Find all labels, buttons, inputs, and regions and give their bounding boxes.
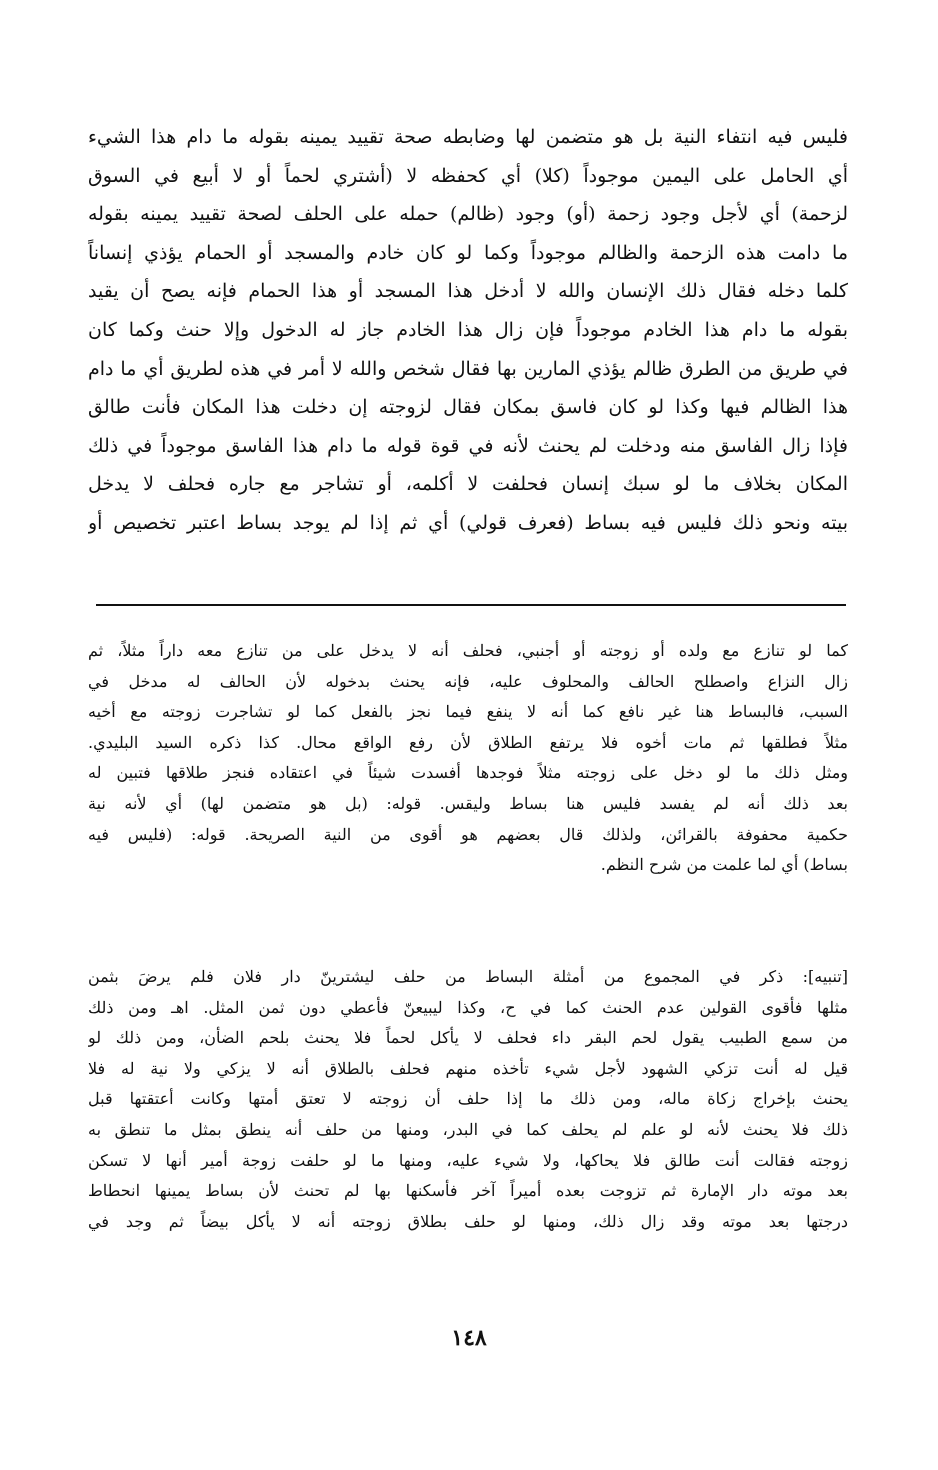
footnote-line: كما لو تنازع مع ولده أو زوجته أو أجنبي، فحلف أنه لا يدخل على من تنازع معه داراً مثلاً، ثم [88,641,848,660]
footnote-line: السبب، فالبساط هنا غير نافع كما أنه لا ينفع فيما نجز بالفعل كما لو تشاجرت زوجته مع أخيه [88,702,848,722]
footnote-line: بعد ذلك أنه لم يفسد فليس هنا بساط وليقس. قوله: (بل هو متضمن لها) أي لأنه نية [88,793,848,813]
main-text-line: لزحمة) أي لأجل وجود زحمة (أو) وجود (ظالم) حمله على الحلف لصحة تقييد يمينه بقوله [88,203,848,226]
main-text-line: أي الحامل على اليمين موجوداً (كلا) أي كحفظه لا (أشتري لحماً أو لا أبيع في السوق [88,164,848,187]
main-text-line: هذا الظالم فيها وكذا لو كان فاسق بمكان فقال لزوجته إن دخلت هذا المكان فأنت طالق [88,396,848,419]
footnote-block-2 [88,962,848,1237]
main-text-line: بيته ونحو ذلك فليس فيه بساط (فعرف قولي) أي ثم إذا لم يوجد بساط اعتبر تخصيص أو [88,511,848,534]
footnote-line: ومثل ذلك ما لو دخل على زوجته مثلاً فوجدها أفسدت شيئاً في اعتقاده فنجز طلاقها فتبين له [88,763,848,783]
footnote-line: مثلها فأقوى القولين عدم الحنث كما في ح، وكذا ليبيعنّ فأعطي دون ثمن المثل. اهـ ومن ذلك [88,997,848,1017]
main-text-block [88,118,848,543]
footnote-line: من سمع الطبيب يقول لحم البقر داء فحلف لا يأكل لحماً فلا يحنث بلحم الضأن، ومن ذلك لو [88,1028,848,1048]
footnote-line: درجتها بعد موته وقد زال ذلك، ومنها لو حلف بطلاق زوجته أنه لا يأكل بيضاً ثم وجد في [88,1211,848,1231]
footnote-line: بساط) أي لما علمت من شرح النظم. [600,855,848,875]
footnote-line: زوجته فقالت أنت طالق فلا يحاكها، ولا شيء عليه، ومنها ما لو حلفت زوجة أمير أنها لا تسكن [88,1150,848,1170]
main-text-line: فليس فيه انتفاء النية بل هو متضمن لها وضابطه صحة تقييد يمينه بقوله ما دام هذا الشيء [88,126,848,148]
footnote-line: يحنث بإخراج زكاة ماله، ومن ذلك ما إذا حلف أن زوجته لا تعتق أمتها وكانت أعتقتها قبل [88,1089,848,1109]
footnote-line: قيل له أنت تزكي الشهود لأجل شيء تأخذه منهم فحلف بالطلاق أنه لا يزكي ولا نية له فلا [88,1058,848,1078]
footnote-block-1 [88,636,848,881]
main-text-line: بقوله ما دام هذا الخادم موجوداً فإن زال هذا الخادم جاز له الدخول وإلا حنث وكما كان [88,318,848,341]
main-text-line: المكان بخلاف ما لو سبك إنسان فحلفت لا أكلمه، أو تشاجر مع جاره فحلف لا يدخل [88,473,848,496]
footnote-separator-rule [96,604,846,606]
footnote-line: زال النزاع واصطلح الحالف والمحلوف عليه، فإنه يحنث بدخوله لأن الحالف له مدخل في [88,671,848,691]
main-text-line: كلما دخله فقال ذلك الإنسان والله لا أدخل هذا المسجد أو هذا الحمام فإنه يصح أن يقيد [88,280,848,303]
footnote-line: بعد موته دار الإمارة ثم تزوجت بعده أميراً آخر فأسكنها بها لم تحنث لأن بساط يمينها انحطاط [88,1181,848,1201]
footnote-line: ذلك فلا يحنث لأنه لو علم لم يحلف كما في البدر، ومنها من حلف أنه ينطق بمثل ما تنطق به [88,1119,848,1139]
main-text-line: فإذا زال الفاسق منه ودخلت لم يحنث لأنه في قوة قوله ما دام هذا الفاسق موجوداً في ذلك [88,434,848,457]
footnote-line: مثلاً فطلقها ثم مات أخوه فلا يرتفع الطلاق لأن رفع الواقع محال. كذا ذكره السيد البليدي. [88,732,848,752]
main-text-line: ما دامت هذه الزحمة والظالم موجوداً وكما لو كان خادم والمسجد أو الحمام يؤذي إنساناً [88,241,848,264]
footnote-line: حكمية محفوفة بالقرائن، ولذلك قال بعضهم هو أقوى من النية الصريحة. قوله: (فليس فيه [88,824,848,844]
footnote-line: [تنبيه]: ذكر في المجموع من أمثلة البساط من حلف ليشترينّ دار فلان فلم يرضَ بثمن [88,967,848,986]
main-text-line: في طريق من الطرق ظالم يؤذي المارين بها فقال شخص والله لا أمر في هذه لطريق أي ما دام [88,357,848,380]
page-number: ١٤٨ [451,1325,487,1351]
